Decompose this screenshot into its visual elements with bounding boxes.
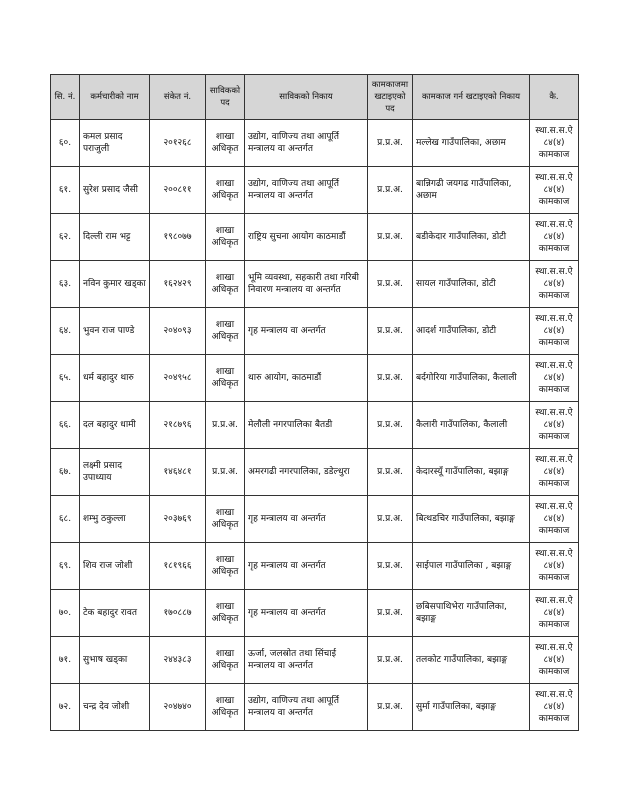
- employee-name-cell: लक्ष्मी प्रसाद उपाध्याय: [80, 449, 150, 496]
- table-row: [51, 496, 579, 543]
- previous-office-cell: राष्ट्रिय सुचना आयोग काठमाडौं: [245, 214, 368, 261]
- deputed-post-cell: प्र.प्र.अ.: [368, 167, 413, 214]
- remarks-cell: स्था.स.स.ऐ ८४(४) कामकाज: [530, 308, 579, 355]
- previous-post-cell: शाखा अधिकृत: [206, 120, 245, 167]
- previous-post-cell: प्र.प्र.अ.: [206, 402, 245, 449]
- employee-name-cell: शिव राज जोशी: [80, 543, 150, 590]
- employee-name-cell: भुवन राज पाण्डे: [80, 308, 150, 355]
- table-row: [51, 167, 579, 214]
- code-no-cell: २०४९५८: [150, 355, 206, 402]
- previous-office-cell: उद्योग, वाणिज्य तथा आपूर्ति मन्त्रालय वा अन्तर्गत: [245, 120, 368, 167]
- remarks-cell: स्था.स.स.ऐ ८४(४) कामकाज: [530, 543, 579, 590]
- header-code-no: संकेत नं.: [150, 75, 206, 120]
- remarks-cell: स्था.स.स.ऐ ८४(४) कामकाज: [530, 449, 579, 496]
- deputed-office-cell: साईपाल गाउँपालिका , बझाङ्ग: [413, 543, 530, 590]
- deputed-post-cell: प्र.प्र.अ.: [368, 684, 413, 731]
- previous-post-cell: शाखा अधिकृत: [206, 543, 245, 590]
- code-no-cell: १९८०७७: [150, 214, 206, 261]
- deputed-post-cell: प्र.प्र.अ.: [368, 543, 413, 590]
- table-row: [51, 449, 579, 496]
- remarks-cell: स्था.स.स.ऐ ८४(४) कामकाज: [530, 214, 579, 261]
- deputation-table: [50, 74, 579, 731]
- serial-no-cell: ६४.: [51, 308, 80, 355]
- previous-post-cell: शाखा अधिकृत: [206, 167, 245, 214]
- table-row: [51, 543, 579, 590]
- remarks-cell: स्था.स.स.ऐ ८४(४) कामकाज: [530, 684, 579, 731]
- previous-post-cell: शाखा अधिकृत: [206, 590, 245, 637]
- header-serial-no: सि. नं.: [51, 75, 80, 120]
- deputed-office-cell: बित्थडचिर गाउँपालिका, बझाङ्ग: [413, 496, 530, 543]
- remarks-cell: स्था.स.स.ऐ ८४(४) कामकाज: [530, 590, 579, 637]
- deputed-office-cell: मल्लेख गाउँपालिका, अछाम: [413, 120, 530, 167]
- previous-office-cell: ऊर्जा, जलस्रोत तथा सिंचाई मन्त्रालय वा अन्तर्गत: [245, 637, 368, 684]
- header-row: [51, 75, 579, 120]
- deputed-post-cell: प्र.प्र.अ.: [368, 449, 413, 496]
- previous-post-cell: प्र.प्र.अ.: [206, 449, 245, 496]
- deputed-post-cell: प्र.प्र.अ.: [368, 261, 413, 308]
- previous-post-cell: शाखा अधिकृत: [206, 355, 245, 402]
- previous-post-cell: शाखा अधिकृत: [206, 637, 245, 684]
- previous-post-cell: शाखा अधिकृत: [206, 308, 245, 355]
- remarks-cell: स्था.स.स.ऐ ८४(४) कामकाज: [530, 261, 579, 308]
- previous-office-cell: गृह मन्त्रालय वा अन्तर्गत: [245, 590, 368, 637]
- previous-post-cell: शाखा अधिकृत: [206, 496, 245, 543]
- table-row: [51, 214, 579, 261]
- table-row: [51, 684, 579, 731]
- deputed-post-cell: प्र.प्र.अ.: [368, 308, 413, 355]
- employee-name-cell: दिल्ली राम भट्ट: [80, 214, 150, 261]
- deputed-office-cell: कैलारी गाउँपालिका, कैलाली: [413, 402, 530, 449]
- table-row: [51, 637, 579, 684]
- code-no-cell: २०४७४०: [150, 684, 206, 731]
- table-row: [51, 261, 579, 308]
- code-no-cell: १६२४२९: [150, 261, 206, 308]
- serial-no-cell: ६३.: [51, 261, 80, 308]
- previous-office-cell: उद्योग, वाणिज्य तथा आपूर्ति मन्त्रालय वा अन्तर्गत: [245, 684, 368, 731]
- previous-post-cell: शाखा अधिकृत: [206, 684, 245, 731]
- table-row: [51, 402, 579, 449]
- deputed-post-cell: प्र.प्र.अ.: [368, 402, 413, 449]
- remarks-cell: स्था.स.स.ऐ ८४(४) कामकाज: [530, 637, 579, 684]
- header-deputed-office: कामकाज गर्न खटाइएको निकाय: [413, 75, 530, 120]
- deputed-post-cell: प्र.प्र.अ.: [368, 355, 413, 402]
- code-no-cell: २००८११: [150, 167, 206, 214]
- header-previous-office: साविकको निकाय: [245, 75, 368, 120]
- header-previous-post: साविकको पद: [206, 75, 245, 120]
- serial-no-cell: ७२.: [51, 684, 80, 731]
- remarks-cell: स्था.स.स.ऐ ८४(४) कामकाज: [530, 355, 579, 402]
- table-row: [51, 590, 579, 637]
- serial-no-cell: ६५.: [51, 355, 80, 402]
- deputed-post-cell: प्र.प्र.अ.: [368, 214, 413, 261]
- employee-name-cell: सुभाष खड्का: [80, 637, 150, 684]
- table-row: [51, 308, 579, 355]
- serial-no-cell: ६७.: [51, 449, 80, 496]
- serial-no-cell: ६८.: [51, 496, 80, 543]
- deputed-office-cell: छबिसपाथिभेरा गाउँपालिका, बझाङ्ग: [413, 590, 530, 637]
- deputed-office-cell: सुर्मा गाउँपालिका, बझाङ्ग: [413, 684, 530, 731]
- serial-no-cell: ६०.: [51, 120, 80, 167]
- employee-name-cell: दल बहादुर धामी: [80, 402, 150, 449]
- serial-no-cell: ७०.: [51, 590, 80, 637]
- deputed-post-cell: प्र.प्र.अ.: [368, 496, 413, 543]
- remarks-cell: स्था.स.स.ऐ ८४(४) कामकाज: [530, 120, 579, 167]
- deputed-office-cell: केदारस्यूँ गाउँपालिका, बझाङ्ग: [413, 449, 530, 496]
- deputed-office-cell: तलकोट गाउँपालिका, बझाङ्ग: [413, 637, 530, 684]
- table-header: [51, 75, 579, 120]
- code-no-cell: १७०८८७: [150, 590, 206, 637]
- serial-no-cell: ६२.: [51, 214, 80, 261]
- employee-name-cell: सुरेश प्रसाद जैसी: [80, 167, 150, 214]
- code-no-cell: २४४३८३: [150, 637, 206, 684]
- deputed-office-cell: बडीकेदार गाउँपालिका, डोटी: [413, 214, 530, 261]
- serial-no-cell: ६६.: [51, 402, 80, 449]
- code-no-cell: १८१९६६: [150, 543, 206, 590]
- deputed-post-cell: प्र.प्र.अ.: [368, 120, 413, 167]
- employee-name-cell: नविन कुमार खड्का: [80, 261, 150, 308]
- employee-name-cell: टेक बहादुर रावत: [80, 590, 150, 637]
- serial-no-cell: ७१.: [51, 637, 80, 684]
- previous-office-cell: गृह मन्त्रालय वा अन्तर्गत: [245, 496, 368, 543]
- header-employee-name: कर्मचारीको नाम: [80, 75, 150, 120]
- previous-office-cell: मेलौली नगरपालिका बैतडी: [245, 402, 368, 449]
- previous-office-cell: गृह मन्त्रालय वा अन्तर्गत: [245, 308, 368, 355]
- table-row: [51, 120, 579, 167]
- deputed-office-cell: बान्निगढी जयगढ गाउँपालिका, अछाम: [413, 167, 530, 214]
- employee-name-cell: कमल प्रसाद पराजुली: [80, 120, 150, 167]
- previous-office-cell: भूमि व्यवस्था, सहकारी तथा गरिबी निवारण मन्त्रालय वा अन्तर्गत: [245, 261, 368, 308]
- code-no-cell: २०१२६८: [150, 120, 206, 167]
- table-row: [51, 355, 579, 402]
- previous-post-cell: शाखा अधिकृत: [206, 214, 245, 261]
- deputed-office-cell: आदर्श गाउँपालिका, डोटी: [413, 308, 530, 355]
- serial-no-cell: ६९.: [51, 543, 80, 590]
- code-no-cell: २१८७९६: [150, 402, 206, 449]
- deputed-post-cell: प्र.प्र.अ.: [368, 637, 413, 684]
- table-body: [51, 120, 579, 731]
- code-no-cell: २०४०९३: [150, 308, 206, 355]
- deputed-office-cell: बर्दगोरिया गाउँपालिका, कैलाली: [413, 355, 530, 402]
- remarks-cell: स्था.स.स.ऐ ८४(४) कामकाज: [530, 167, 579, 214]
- employee-name-cell: धर्म बहादुर थारु: [80, 355, 150, 402]
- header-remarks: कै.: [530, 75, 579, 120]
- serial-no-cell: ६१.: [51, 167, 80, 214]
- employee-name-cell: शम्भु ठकुल्ला: [80, 496, 150, 543]
- remarks-cell: स्था.स.स.ऐ ८४(४) कामकाज: [530, 496, 579, 543]
- previous-office-cell: गृह मन्त्रालय वा अन्तर्गत: [245, 543, 368, 590]
- employee-name-cell: चन्द्र देव जोशी: [80, 684, 150, 731]
- previous-office-cell: थारु आयोग, काठमाडौं: [245, 355, 368, 402]
- deputed-office-cell: सायल गाउँपालिका, डोटी: [413, 261, 530, 308]
- previous-office-cell: उद्योग, वाणिज्य तथा आपूर्ति मन्त्रालय वा अन्तर्गत: [245, 167, 368, 214]
- header-deputed-post: कामकाजमा खटाइएको पद: [368, 75, 413, 120]
- deputed-post-cell: प्र.प्र.अ.: [368, 590, 413, 637]
- code-no-cell: १४६४८१: [150, 449, 206, 496]
- previous-office-cell: अमरगढी नगरपालिका, डडेल्धुरा: [245, 449, 368, 496]
- code-no-cell: २०३७६९: [150, 496, 206, 543]
- remarks-cell: स्था.स.स.ऐ ८४(४) कामकाज: [530, 402, 579, 449]
- previous-post-cell: शाखा अधिकृत: [206, 261, 245, 308]
